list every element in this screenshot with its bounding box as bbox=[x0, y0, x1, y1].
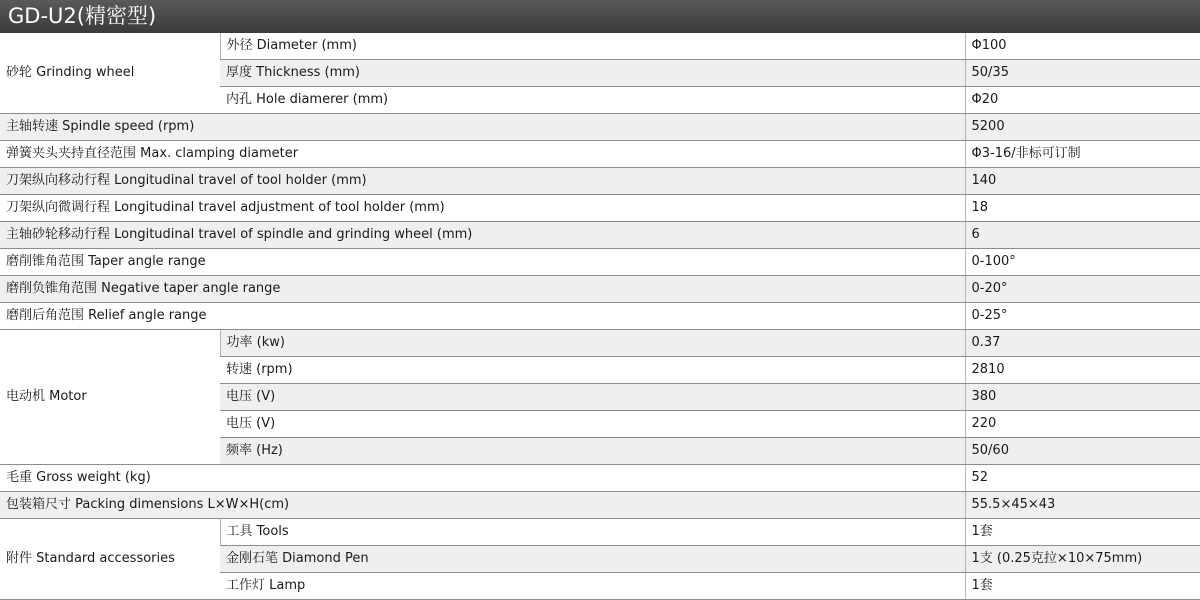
spec-value: 50/60 bbox=[965, 438, 1200, 465]
spec-value: 52 bbox=[965, 465, 1200, 492]
spec-row bbox=[0, 303, 1200, 330]
group-label-grinding-wheel: 砂轮 Grinding wheel bbox=[0, 33, 220, 114]
spec-label: 包装箱尺寸 Packing dimensions L×W×H(cm) bbox=[0, 492, 965, 519]
spec-label: 工具 Tools bbox=[220, 519, 965, 546]
spec-value: 0.37 bbox=[965, 330, 1200, 357]
spec-label: 毛重 Gross weight (kg) bbox=[0, 465, 965, 492]
spec-label: 刀架纵向微调行程 Longitudinal travel adjustment of tool holder (mm) bbox=[0, 195, 965, 222]
spec-label: 磨削锥角范围 Taper angle range bbox=[0, 249, 965, 276]
spec-label: 功率 (kw) bbox=[220, 330, 965, 357]
spec-label: 电压 (V) bbox=[220, 411, 965, 438]
group-label-motor: 电动机 Motor bbox=[0, 330, 220, 465]
spec-table bbox=[0, 33, 1200, 600]
spec-value: 1套 bbox=[965, 519, 1200, 546]
spec-value: 55.5×45×43 bbox=[965, 492, 1200, 519]
spec-label: 工作灯 Lamp bbox=[220, 573, 965, 600]
spec-label: 磨削后角范围 Relief angle range bbox=[0, 303, 965, 330]
spec-label: 磨削负锥角范围 Negative taper angle range bbox=[0, 276, 965, 303]
spec-label: 刀架纵向移动行程 Longitudinal travel of tool holder (mm) bbox=[0, 168, 965, 195]
spec-value: 18 bbox=[965, 195, 1200, 222]
spec-label: 弹簧夹头夹持直径范围 Max. clamping diameter bbox=[0, 141, 965, 168]
spec-label: 主轴砂轮移动行程 Longitudinal travel of spindle and grinding wheel (mm) bbox=[0, 222, 965, 249]
spec-value: 0-100° bbox=[965, 249, 1200, 276]
spec-value: Φ100 bbox=[965, 33, 1200, 60]
spec-value: 140 bbox=[965, 168, 1200, 195]
spec-value: 0-25° bbox=[965, 303, 1200, 330]
spec-row bbox=[0, 222, 1200, 249]
spec-row bbox=[0, 33, 1200, 60]
spec-value: 6 bbox=[965, 222, 1200, 249]
spec-value: 1支 (0.25克拉×10×75mm) bbox=[965, 546, 1200, 573]
spec-value: 0-20° bbox=[965, 276, 1200, 303]
spec-value: 2810 bbox=[965, 357, 1200, 384]
spec-label: 转速 (rpm) bbox=[220, 357, 965, 384]
spec-row bbox=[0, 519, 1200, 546]
spec-label: 频率 (Hz) bbox=[220, 438, 965, 465]
spec-value: 50/35 bbox=[965, 60, 1200, 87]
spec-row bbox=[0, 249, 1200, 276]
spec-row bbox=[0, 141, 1200, 168]
page-title: GD-U2(精密型) bbox=[0, 0, 1200, 33]
spec-label: 厚度 Thickness (mm) bbox=[220, 60, 965, 87]
spec-row bbox=[0, 330, 1200, 357]
spec-value: 1套 bbox=[965, 573, 1200, 600]
spec-label: 内孔 Hole diamerer (mm) bbox=[220, 87, 965, 114]
spec-row bbox=[0, 492, 1200, 519]
spec-value: Φ20 bbox=[965, 87, 1200, 114]
spec-row bbox=[0, 276, 1200, 303]
spec-label: 外径 Diameter (mm) bbox=[220, 33, 965, 60]
spec-label: 主轴转速 Spindle speed (rpm) bbox=[0, 114, 965, 141]
spec-label: 电压 (V) bbox=[220, 384, 965, 411]
spec-label: 金刚石笔 Diamond Pen bbox=[220, 546, 965, 573]
spec-row bbox=[0, 114, 1200, 141]
spec-row bbox=[0, 465, 1200, 492]
group-label-accessories: 附件 Standard accessories bbox=[0, 519, 220, 600]
spec-row bbox=[0, 168, 1200, 195]
spec-value: 220 bbox=[965, 411, 1200, 438]
spec-value: 5200 bbox=[965, 114, 1200, 141]
spec-value: Φ3-16/非标可订制 bbox=[965, 141, 1200, 168]
spec-value: 380 bbox=[965, 384, 1200, 411]
spec-row bbox=[0, 195, 1200, 222]
